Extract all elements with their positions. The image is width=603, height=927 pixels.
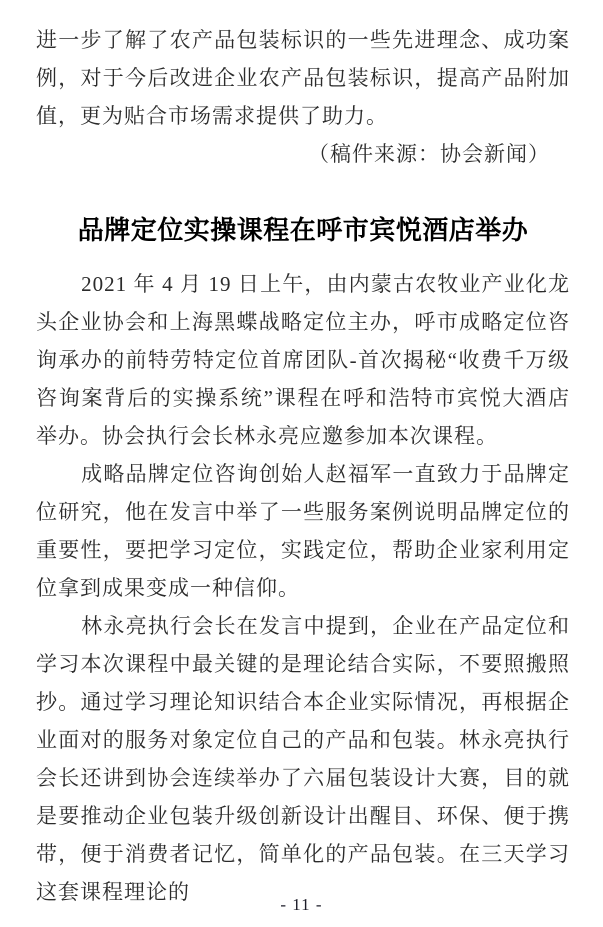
article-title: 品牌定位实操课程在呼市宾悦酒店举办 [77,216,529,245]
page-footer [0,895,603,915]
article-paragraph-1: 2021 年 4 月 19 日上午，由内蒙古农牧业产业化龙头企业协会和上海黑蝶战略定位主办，呼市成略定位咨询承办的前特劳特定位首席团队-首次揭秘“收费千万级咨询案背后的实操系统”课程在呼和浩特市宾悦大酒店举办。协会执行会长林永亮应邀参加本次课程。 [36,272,570,448]
previous-article-paragraph: 进一步了解了农产品包装标识的一些先进理念、成功案例，对于今后改进企业农产品包装标识，提高产品附加值，更为贴合市场需求提供了助力。 [36,28,570,128]
article-paragraph-2: 成略品牌定位咨询创始人赵福军一直致力于品牌定位研究，他在发言中举了一些服务案例说明品牌定位的重要性，要把学习定位，实践定位，帮助企业家利用定位拿到成果变成一种信仰。 [36,462,570,600]
source-attribution: （稿件来源：协会新闻） [308,142,550,166]
page-number: - 11 - [280,895,323,914]
article-paragraph-3: 林永亮执行会长在发言中提到，企业在产品定位和学习本次课程中最关键的是理论结合实际，不要照搬照抄。通过学习理论知识结合本企业实际情况，再根据企业面对的服务对象定位自己的产品和包装。林永亮执行会长还讲到协会连续举办了六届包装设计大赛，目的就是要推动企业包装升级创新设计出醒目、环保、便于携带，便于消费者记忆，简单化的产品包装。在三天学习这套课程理论的 [36,614,570,904]
